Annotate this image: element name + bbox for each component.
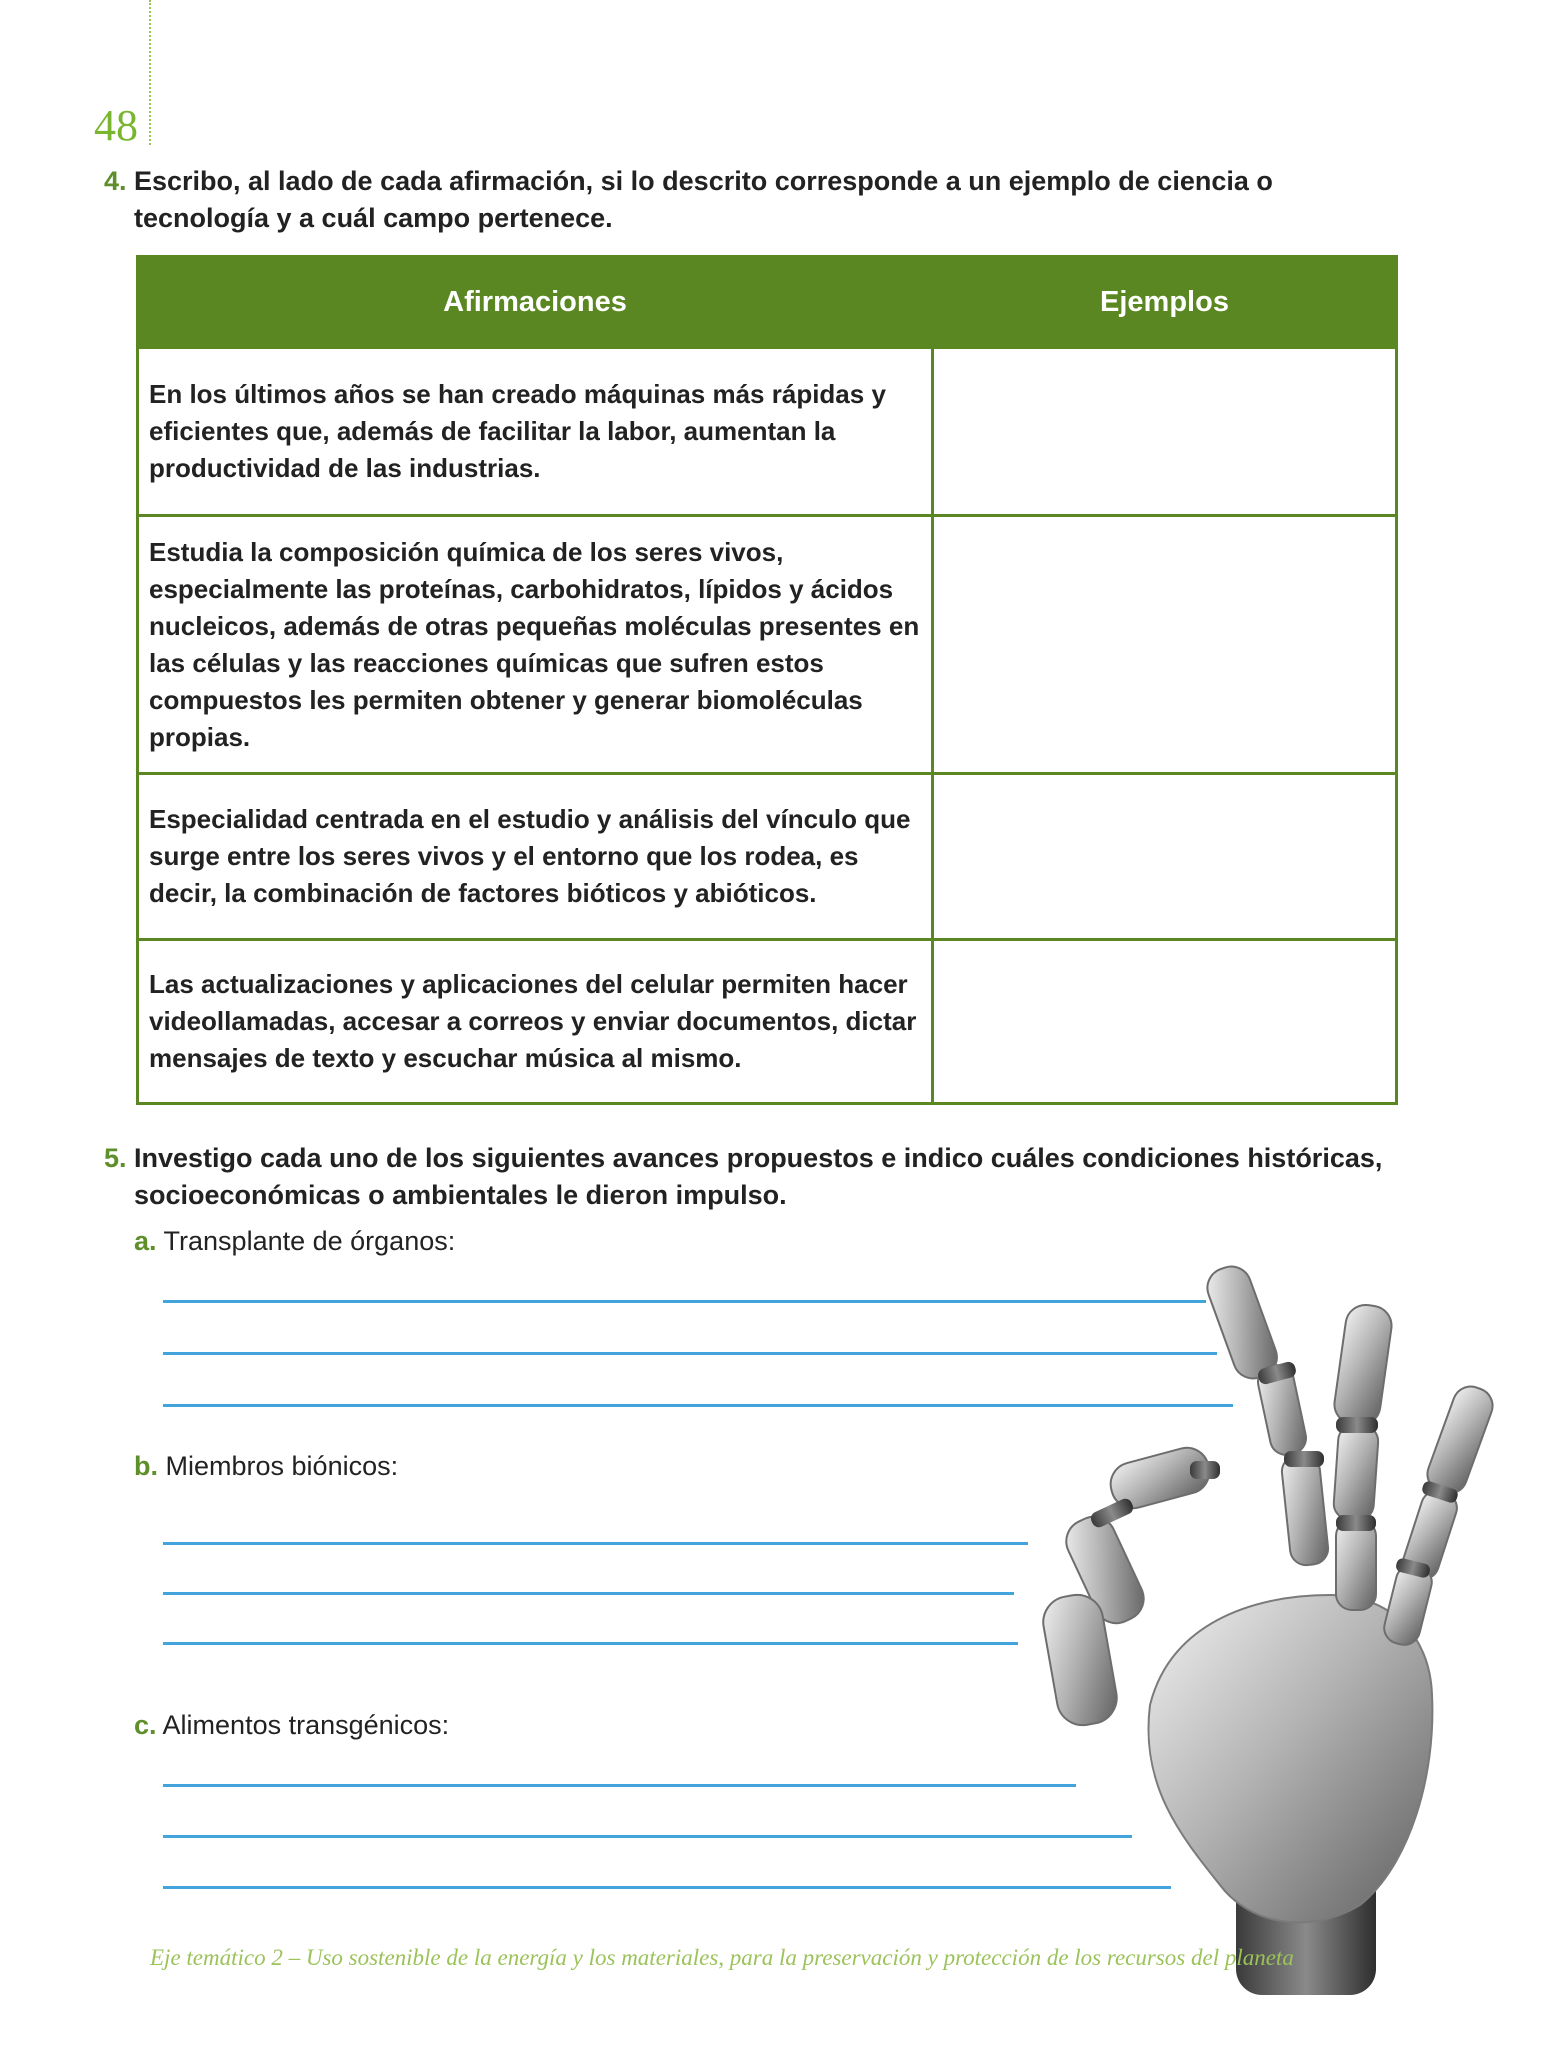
item-a-label: Transplante de órganos: bbox=[163, 1226, 456, 1256]
question-4 bbox=[104, 163, 1414, 237]
table-row bbox=[138, 348, 1397, 516]
question-4-text: Escribo, al lado de cada afirmación, si lo descrito corresponde a un ejemplo de ciencia o tecnología y a cuál campo pertenece. bbox=[134, 166, 1273, 233]
footer-theme-text: Eje temático 2 – Uso sostenible de la energía y los materiales, para la preservación y protección de los recursos del planeta bbox=[150, 1945, 1294, 1970]
item-c-label: Alimentos transgénicos: bbox=[162, 1710, 450, 1740]
header-afirmaciones: Afirmaciones bbox=[138, 257, 933, 348]
question-5 bbox=[104, 1140, 1414, 1214]
example-answer-cell[interactable] bbox=[933, 516, 1397, 774]
answer-line-c3[interactable] bbox=[163, 1886, 1171, 1889]
answer-line-b2[interactable] bbox=[163, 1592, 1014, 1595]
answer-line-c2[interactable] bbox=[163, 1835, 1132, 1838]
statement-cell: Estudia la composición química de los seres vivos, especialmente las proteínas, carbohidratos, lípidos y ácidos nucleicos, además de otras pequeñas moléculas presentes en las células y las reacciones químicas que sufren estos compuestos les permiten obtener y generar biomoléculas propias. bbox=[138, 516, 933, 774]
statement-cell: Las actualizaciones y aplicaciones del celular permiten hacer videollamadas, accesar a correos y enviar documentos, dictar mensajes de texto y escuchar música al mismo. bbox=[138, 940, 933, 1104]
margin-dotted-rule bbox=[149, 0, 151, 145]
table-row bbox=[138, 774, 1397, 940]
example-answer-cell[interactable] bbox=[933, 774, 1397, 940]
item-c-letter: c. bbox=[134, 1710, 157, 1740]
item-c bbox=[134, 1707, 449, 1744]
table-header-row bbox=[138, 257, 1397, 348]
answer-line-b1[interactable] bbox=[163, 1542, 1028, 1545]
statement-cell: En los últimos años se han creado máquinas más rápidas y eficientes que, además de facilitar la labor, aumentan la productividad de las industrias. bbox=[138, 348, 933, 516]
example-answer-cell[interactable] bbox=[933, 940, 1397, 1104]
table-row bbox=[138, 940, 1397, 1104]
page-number: 48 bbox=[94, 101, 138, 150]
answer-line-c1[interactable] bbox=[163, 1784, 1076, 1787]
table-row bbox=[138, 516, 1397, 774]
statements-table bbox=[136, 255, 1398, 1105]
header-ejemplos: Ejemplos bbox=[933, 257, 1397, 348]
question-5-text: Investigo cada uno de los siguientes avances propuestos e indico cuáles condiciones históricas, socioeconómicas o ambientales le dieron impulso. bbox=[134, 1143, 1383, 1210]
item-a-letter: a. bbox=[134, 1226, 157, 1256]
item-b bbox=[134, 1448, 398, 1485]
question-4-number: 4. bbox=[104, 166, 127, 196]
statement-cell: Especialidad centrada en el estudio y análisis del vínculo que surge entre los seres vivos y el entorno que los rodea, es decir, la combinación de factores bióticos y abióticos. bbox=[138, 774, 933, 940]
robotic-hand-ok-illustration bbox=[1040, 1265, 1500, 1995]
item-a bbox=[134, 1223, 455, 1260]
question-5-number: 5. bbox=[104, 1143, 127, 1173]
item-b-label: Miembros biónicos: bbox=[165, 1451, 399, 1481]
answer-line-b3[interactable] bbox=[163, 1642, 1018, 1645]
item-b-letter: b. bbox=[134, 1451, 158, 1481]
example-answer-cell[interactable] bbox=[933, 348, 1397, 516]
